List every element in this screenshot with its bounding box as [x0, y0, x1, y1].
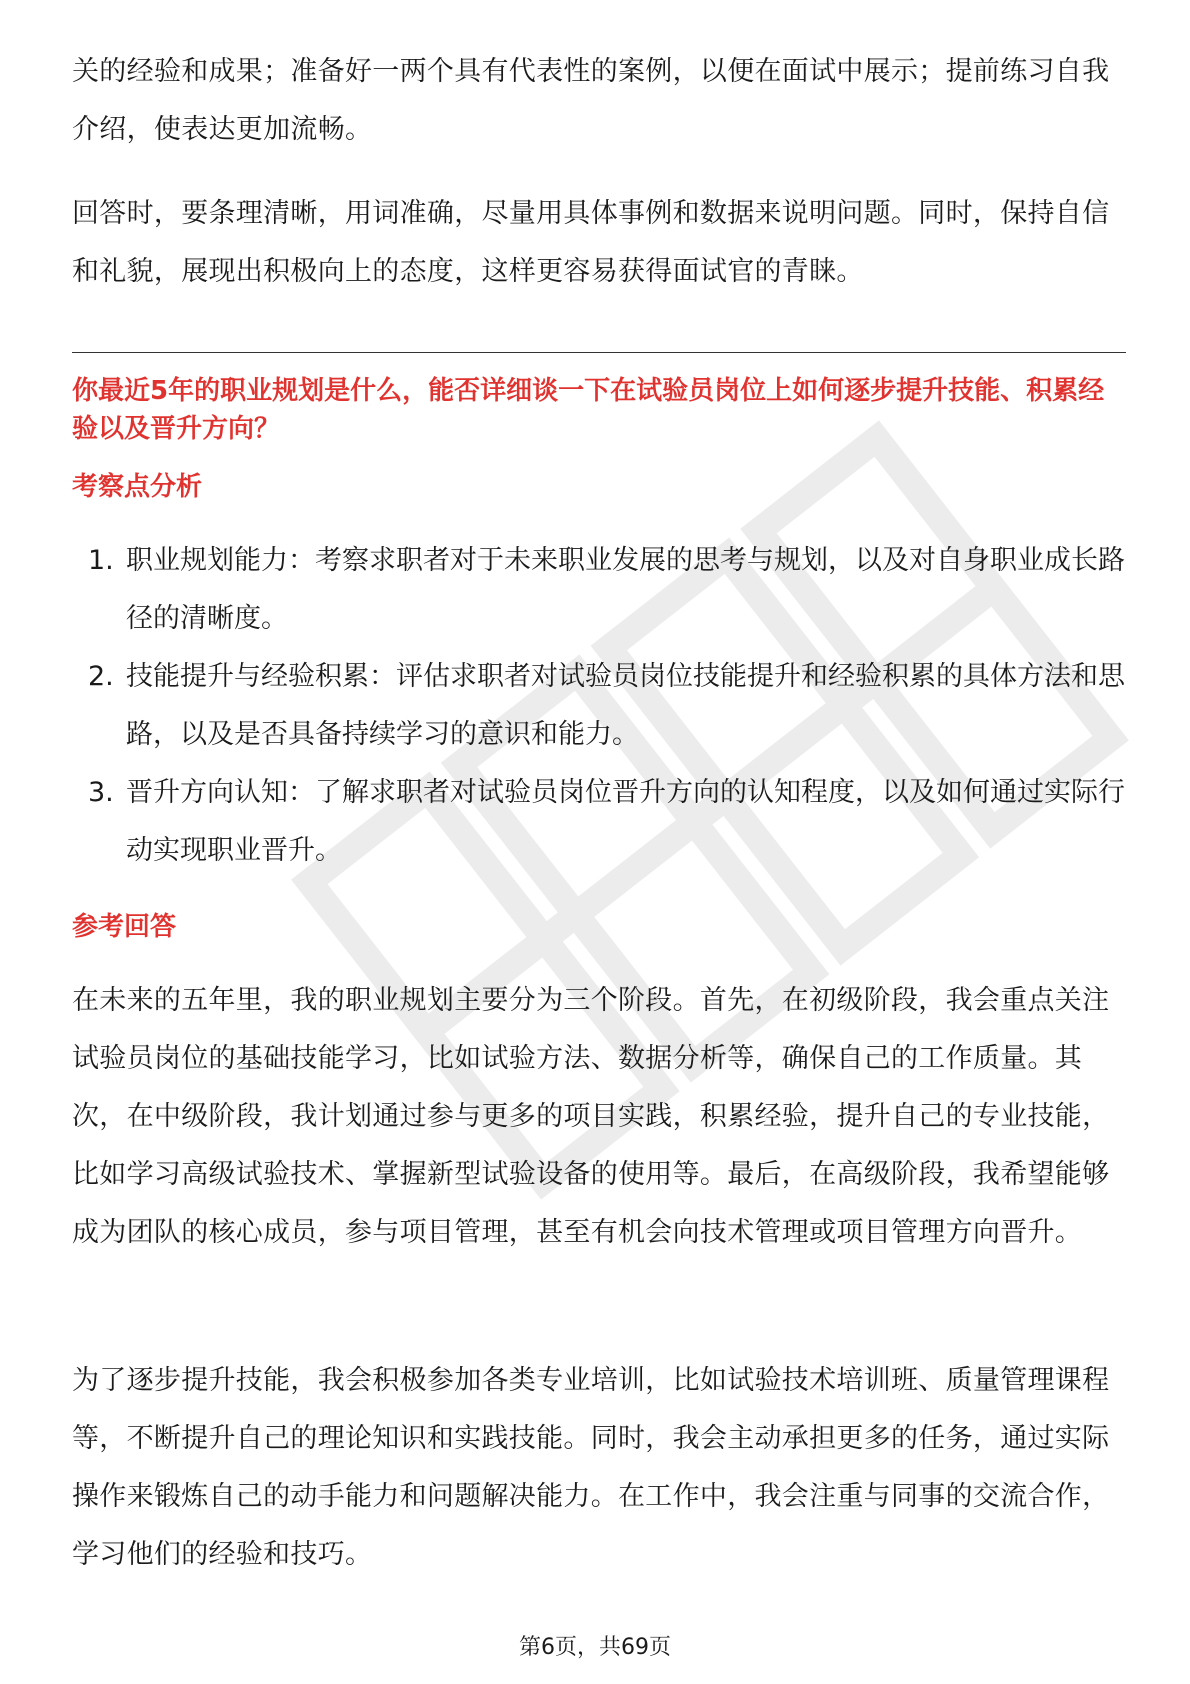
list-item	[72, 764, 1126, 880]
list-item	[72, 532, 1126, 648]
list-item-number: 3.	[88, 777, 114, 808]
list-item-text: 晋升方向认知：了解求职者对试验员岗位晋升方向的认知程度，以及如何通过实际行动实现职业晋升。	[126, 777, 1125, 866]
analysis-point-list	[72, 532, 1126, 880]
list-item-text: 技能提升与经验积累：评估求职者对试验员岗位技能提升和经验积累的具体方法和思路，以及是否具备持续学习的意识和能力。	[126, 661, 1125, 750]
section-divider	[72, 352, 1126, 353]
intro-paragraph: 回答时，要条理清晰，用词准确，尽量用具体事例和数据来说明问题。同时，保持自信和礼貌，展现出积极向上的态度，这样更容易获得面试官的青睐。	[72, 198, 1110, 287]
list-item-number: 1.	[88, 545, 114, 576]
answer-paragraph: 在未来的五年里，我的职业规划主要分为三个阶段。首先，在初级阶段，我会重点关注试验员岗位的基础技能学习，比如试验方法、数据分析等，确保自己的工作质量。其次，在中级阶段，我计划通过参与更多的项目实践，积累经验，提升自己的专业技能，比如学习高级试验技术、掌握新型试验设备的使用等。最后，在高级阶段，我希望能够成为团队的核心成员，参与项目管理，甚至有机会向技术管理或项目管理方向晋升。	[72, 985, 1110, 1248]
answer-paragraph: 为了逐步提升技能，我会积极参加各类专业培训，比如试验技术培训班、质量管理课程等，不断提升自己的理论知识和实践技能。同时，我会主动承担更多的任务，通过实际操作来锻炼自己的动手能力和问题解决能力。在工作中，我会注重与同事的交流合作，学习他们的经验和技巧。	[72, 1365, 1110, 1570]
question-title: 你最近5年的职业规划是什么，能否详细谈一下在试验员岗位上如何逐步提升技能、积累经验以及晋升方向？	[72, 376, 1105, 444]
page-number: 第6页，共69页	[519, 1635, 671, 1660]
list-item	[72, 648, 1126, 764]
answer-heading: 参考回答	[72, 912, 177, 942]
list-item-number: 2.	[88, 661, 114, 692]
analysis-heading: 考察点分析	[72, 472, 203, 502]
list-item-text: 职业规划能力：考察求职者对于未来职业发展的思考与规划，以及对自身职业成长路径的清晰度。	[126, 545, 1125, 634]
intro-paragraph: 关的经验和成果；准备好一两个具有代表性的案例，以便在面试中展示；提前练习自我介绍，使表达更加流畅。	[72, 56, 1110, 145]
